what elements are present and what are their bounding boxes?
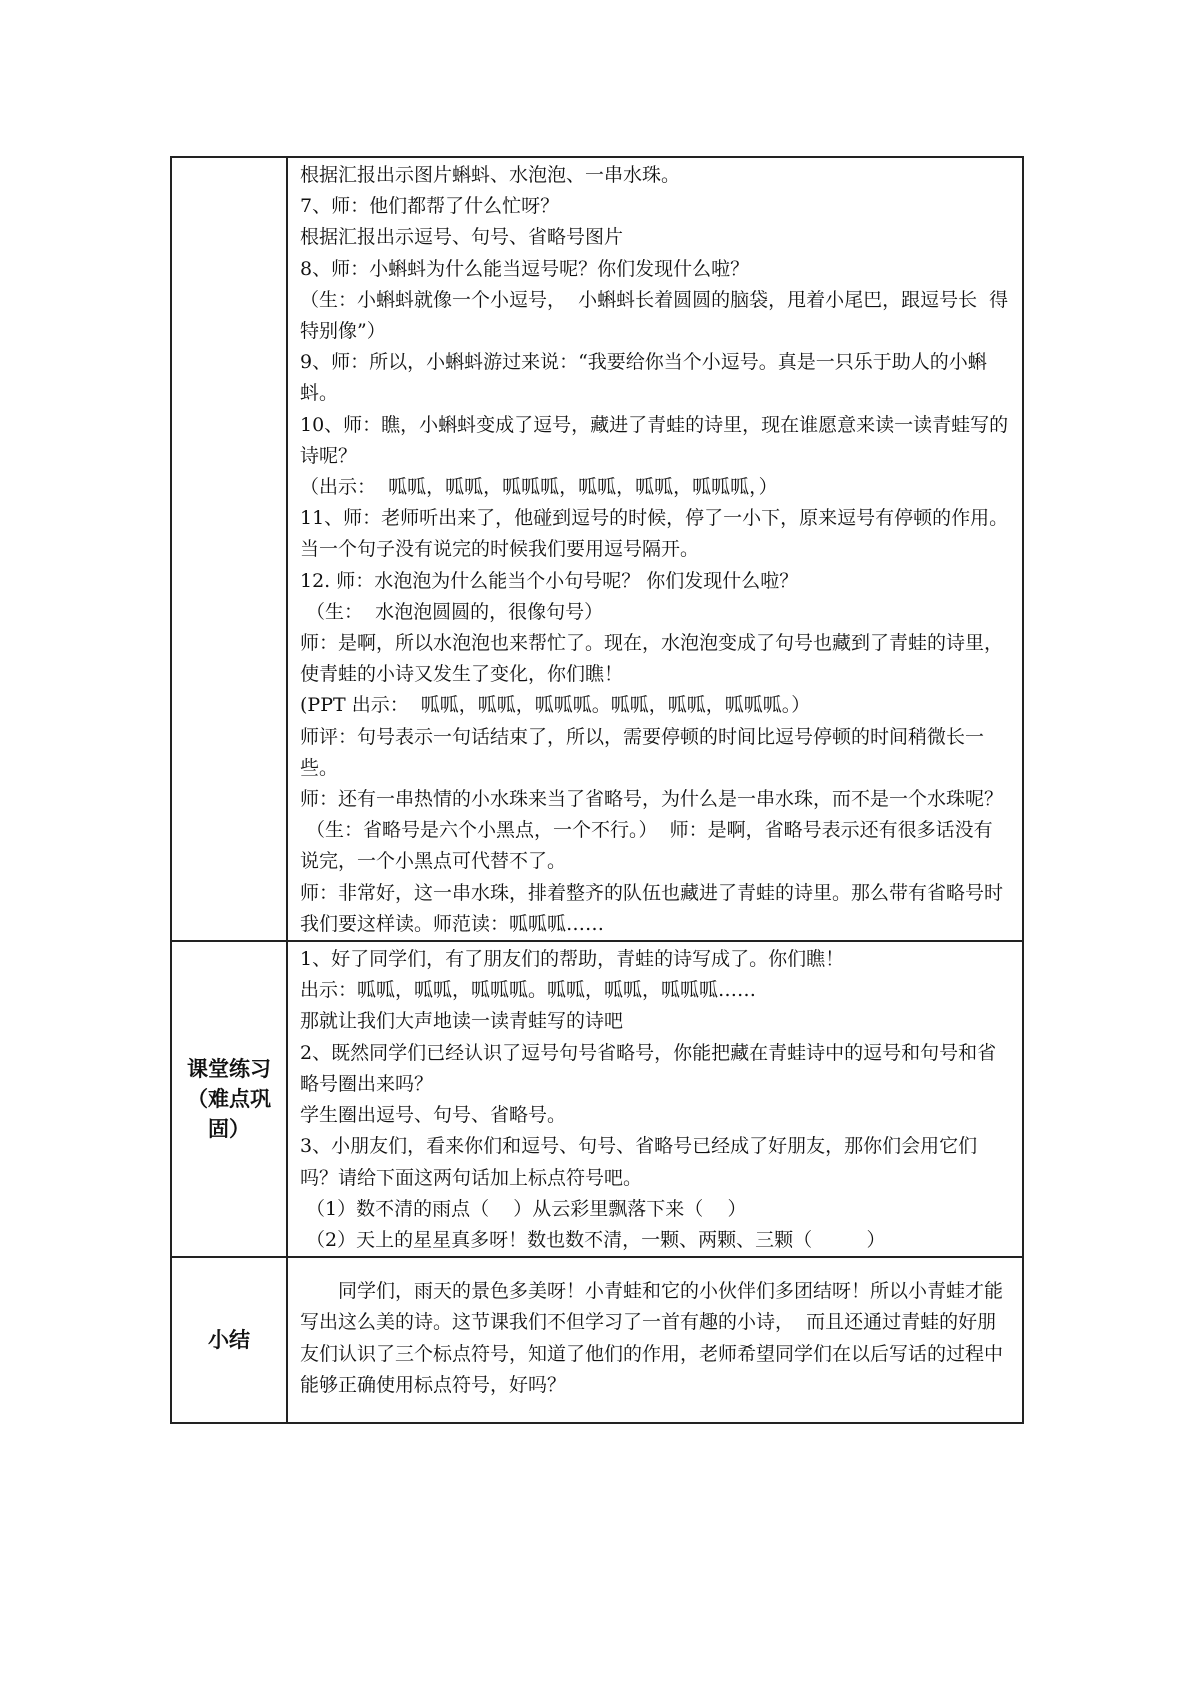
content-line: （2）天上的星星真多呀！数也数不清，一颗、两颗、三颗（ ） — [300, 1228, 886, 1251]
content-line: 师：还有一串热情的小水珠来当了省略号，为什么是一串水珠，而不是一个水珠呢？ — [300, 788, 1004, 811]
row-label-cell — [171, 157, 287, 941]
row-label-cell — [171, 1257, 287, 1423]
content-line: 师评：句号表示一句话结束了，所以，需要停顿的时间比逗号停顿的时间稍微长一些。 — [300, 725, 985, 779]
content-line: （生： 水泡泡圆圆的，很像句号） — [300, 600, 604, 623]
content-line: 2、既然同学们已经认识了逗号句号省略号，你能把藏在青蛙诗中的逗号和句号和省略号圈出来吗？ — [300, 1041, 997, 1095]
table-row-classroom-practice — [171, 941, 1023, 1257]
content-line: （生：小蝌蚪就像一个小逗号， 小蝌蚪长着圆圆的脑袋，甩着小尾巴，跟逗号长 得特别像”） — [300, 288, 1009, 343]
content-line: 11、师：老师听出来了，他碰到逗号的时候，停了一小下，原来逗号有停顿的作用。当一个句子没有说完的时候我们要用逗号隔开。 — [300, 507, 1009, 561]
table-row-summary — [171, 1257, 1023, 1423]
content-line: 根据汇报出示逗号、句号、省略号图片 — [300, 226, 624, 249]
row-content-cell — [287, 157, 1023, 941]
lesson-plan-table — [170, 156, 1024, 1424]
content-line: 根据汇报出示图片蝌蚪、水泡泡、一串水珠。 — [300, 164, 681, 186]
row-content-cell — [287, 1257, 1023, 1423]
content-line: 8、师：小蝌蚪为什么能当逗号呢？你们发现什么啦？ — [300, 257, 750, 280]
content-line: 12. 师：水泡泡为什么能当个小句号呢？ 你们发现什么啦？ — [300, 569, 799, 592]
content-line: 那就让我们大声地读一读青蛙写的诗吧 — [300, 1010, 624, 1033]
row-content-cell — [287, 941, 1023, 1257]
content-line: （生：省略号是六个小黑点，一个不行。） 师：是啊，省略号表示还有很多话没有说完，一个小黑点可代替不了。 — [300, 819, 993, 873]
content-line: 9、师：所以，小蝌蚪游过来说：“我要给你当个小逗号。真是一只乐于助人的小蝌蚪。 — [300, 351, 987, 405]
content-line: 出示：呱呱，呱呱，呱呱呱。呱呱，呱呱，呱呱呱…… — [300, 979, 757, 1002]
content-line: （出示： 呱呱，呱呱，呱呱呱，呱呱，呱呱，呱呱呱，） — [300, 476, 778, 499]
content-line: （1）数不清的雨点（ ）从云彩里飘落下来（ ） — [300, 1197, 747, 1220]
row-label-cell — [171, 941, 287, 1257]
content-line: 7、师：他们都帮了什么忙呀？ — [300, 195, 560, 218]
content-line: 10、师：瞧，小蝌蚪变成了逗号，藏进了青蛙的诗里，现在谁愿意来读一读青蛙写的诗呢？ — [300, 413, 1009, 467]
row-label: 课堂练习（难点巩固） — [187, 1057, 271, 1142]
row-label: 小结 — [208, 1328, 250, 1353]
content-line: (PPT 出示： 呱呱，呱呱，呱呱呱。呱呱，呱呱，呱呱呱。） — [300, 694, 811, 717]
content-line: 3、小朋友们，看来你们和逗号、句号、省略号已经成了好朋友，那你们会用它们吗？请给下面这两句话加上标点符号吧。 — [300, 1135, 978, 1189]
content-line: 1、好了同学们，有了朋友们的帮助，青蛙的诗写成了。你们瞧！ — [300, 948, 845, 971]
table-row-teaching-process — [171, 157, 1023, 941]
content-line: 师：是啊，所以水泡泡也来帮忙了。现在，水泡泡变成了句号也藏到了青蛙的诗里，使青蛙的小诗又发生了变化，你们瞧！ — [300, 632, 1004, 686]
summary-paragraph: 同学们，雨天的景色多美呀！小青蛙和它的小伙伴们多团结呀！所以小青蛙才能写出这么美的诗。这节课我们不但学习了一首有趣的小诗， 而且还通过青蛙的好朋友们认识了三个标点符号，知道了他们的作用，老师希望同学们在以后写话的过程中能够正确使用标点符号，好吗？ — [300, 1280, 1004, 1396]
content-line: 师：非常好，这一串水珠，排着整齐的队伍也藏进了青蛙的诗里。那么带有省略号时我们要这样读。师范读：呱呱呱…… — [300, 881, 1004, 935]
content-line: 学生圈出逗号、句号、省略号。 — [300, 1104, 567, 1127]
